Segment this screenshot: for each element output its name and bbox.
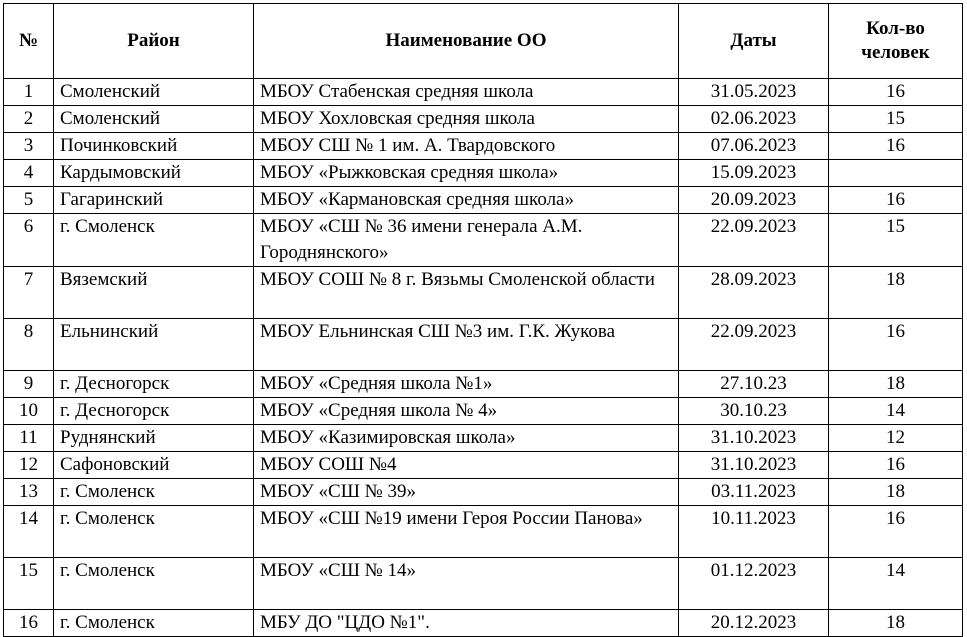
table-row (4, 187, 963, 214)
cell-count: 18 (829, 371, 963, 398)
cell-date: 28.09.2023 (679, 267, 829, 319)
cell-org: МБОУ «Средняя школа №1» (254, 371, 679, 398)
cell-district: г. Смоленск (54, 214, 254, 267)
cell-num: 2 (4, 106, 54, 133)
cell-org: МБОУ «СШ №19 имени Героя России Панова» (254, 506, 679, 558)
cell-count: 12 (829, 425, 963, 452)
cell-num: 5 (4, 187, 54, 214)
table-row (4, 160, 963, 187)
cell-num: 1 (4, 79, 54, 106)
cell-count: 16 (829, 506, 963, 558)
cell-district: г. Смоленск (54, 558, 254, 610)
cell-num: 7 (4, 267, 54, 319)
cell-num: 16 (4, 610, 54, 637)
header-dates: Даты (679, 4, 829, 79)
cell-district: Смоленский (54, 106, 254, 133)
table-row (4, 506, 963, 558)
cell-org: МБОУ «СШ № 36 имени генерала А.М. Городнянского» (254, 214, 679, 267)
cell-district: Сафоновский (54, 452, 254, 479)
cell-count: 16 (829, 319, 963, 371)
cell-district: Гагаринский (54, 187, 254, 214)
cell-district: Починковский (54, 133, 254, 160)
cell-org: МБОУ Ельнинская СШ №3 им. Г.К. Жукова (254, 319, 679, 371)
table-row (4, 79, 963, 106)
cell-district: Ельнинский (54, 319, 254, 371)
cell-org: МБОУ СОШ №4 (254, 452, 679, 479)
cell-date: 27.10.23 (679, 371, 829, 398)
table-row (4, 214, 963, 267)
cell-num: 3 (4, 133, 54, 160)
cell-date: 22.09.2023 (679, 319, 829, 371)
header-num: № (4, 4, 54, 79)
cell-num: 14 (4, 506, 54, 558)
cell-date: 22.09.2023 (679, 214, 829, 267)
cell-count: 16 (829, 79, 963, 106)
table-row (4, 610, 963, 637)
cell-org: МБОУ «Кармановская средняя школа» (254, 187, 679, 214)
cell-date: 31.10.2023 (679, 452, 829, 479)
cell-date: 07.06.2023 (679, 133, 829, 160)
cell-district: г. Десногорск (54, 371, 254, 398)
cell-org: МБОУ СОШ № 8 г. Вязьмы Смоленской области (254, 267, 679, 319)
cell-num: 9 (4, 371, 54, 398)
cell-date: 31.10.2023 (679, 425, 829, 452)
cell-org: МБОУ «Средняя школа № 4» (254, 398, 679, 425)
cell-date: 20.09.2023 (679, 187, 829, 214)
table-row (4, 398, 963, 425)
cell-org: МБОУ «СШ № 14» (254, 558, 679, 610)
cell-num: 13 (4, 479, 54, 506)
cell-org: МБУ ДО "ЦДО №1". (254, 610, 679, 637)
table-row (4, 371, 963, 398)
cell-org: МБОУ СШ № 1 им. А. Твардовского (254, 133, 679, 160)
cell-num: 12 (4, 452, 54, 479)
cell-district: Кардымовский (54, 160, 254, 187)
cell-date: 03.11.2023 (679, 479, 829, 506)
cell-count: 16 (829, 452, 963, 479)
cell-district: г. Смоленск (54, 610, 254, 637)
cell-org: МБОУ Стабенская средняя школа (254, 79, 679, 106)
header-count: Кол-во человек (829, 4, 963, 79)
table-row (4, 319, 963, 371)
cell-district: г. Смоленск (54, 479, 254, 506)
cell-district: г. Десногорск (54, 398, 254, 425)
cell-date: 02.06.2023 (679, 106, 829, 133)
cell-district: г. Смоленск (54, 506, 254, 558)
table-row (4, 267, 963, 319)
cell-org: МБОУ «Казимировская школа» (254, 425, 679, 452)
table-row (4, 425, 963, 452)
cell-count: 18 (829, 479, 963, 506)
cell-count: 14 (829, 558, 963, 610)
cell-org: МБОУ Хохловская средняя школа (254, 106, 679, 133)
cell-org: МБОУ «СШ № 39» (254, 479, 679, 506)
table-row (4, 479, 963, 506)
cell-district: Вяземский (54, 267, 254, 319)
cell-date: 30.10.23 (679, 398, 829, 425)
cell-count: 14 (829, 398, 963, 425)
cell-count: 15 (829, 214, 963, 267)
cell-count: 18 (829, 267, 963, 319)
schools-table (3, 3, 963, 637)
cell-num: 15 (4, 558, 54, 610)
cell-date: 15.09.2023 (679, 160, 829, 187)
table-row (4, 452, 963, 479)
cell-date: 20.12.2023 (679, 610, 829, 637)
cell-num: 4 (4, 160, 54, 187)
cell-count: 15 (829, 106, 963, 133)
cell-num: 11 (4, 425, 54, 452)
cell-date: 31.05.2023 (679, 79, 829, 106)
cell-count (829, 160, 963, 187)
header-org: Наименование ОО (254, 4, 679, 79)
header-district: Район (54, 4, 254, 79)
cell-count: 16 (829, 133, 963, 160)
table-row (4, 558, 963, 610)
cell-date: 01.12.2023 (679, 558, 829, 610)
cell-district: Руднянский (54, 425, 254, 452)
cell-num: 6 (4, 214, 54, 267)
cell-org: МБОУ «Рыжковская средняя школа» (254, 160, 679, 187)
table-row (4, 106, 963, 133)
table-row (4, 133, 963, 160)
cell-count: 18 (829, 610, 963, 637)
cell-date: 10.11.2023 (679, 506, 829, 558)
header-row (4, 4, 963, 79)
cell-district: Смоленский (54, 79, 254, 106)
cell-num: 10 (4, 398, 54, 425)
cell-count: 16 (829, 187, 963, 214)
cell-num: 8 (4, 319, 54, 371)
